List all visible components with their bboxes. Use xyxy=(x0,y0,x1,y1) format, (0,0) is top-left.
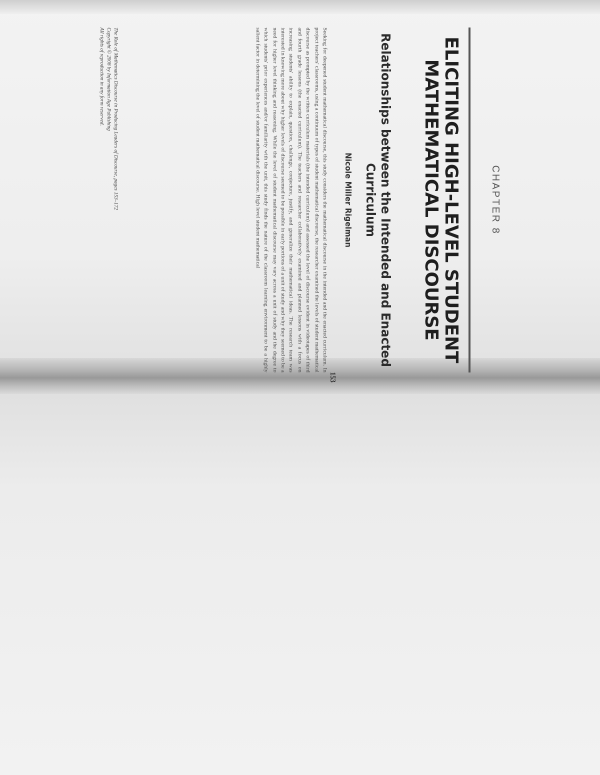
footnote-source: The Role of Mathematics Discourse in Producing Leaders of Discourse, pages 153–172 xyxy=(112,27,119,211)
copyright-footnote xyxy=(98,28,119,373)
chapter-author: Nicole Miller Rigelman xyxy=(343,152,353,248)
scan-facing-page xyxy=(0,394,600,775)
rotated-chapter-page xyxy=(91,27,511,383)
footnote-rights: All rights of reproduction in any form reserved. xyxy=(98,27,105,126)
chapter-label: CHAPTER 8 xyxy=(489,165,501,235)
footnote-copyright: Copyright © 2008 by Information Age Publishing xyxy=(105,27,112,131)
page-number: 153 xyxy=(328,372,337,383)
chapter-abstract: Seeking for deepened student mathematical discourse, this study considers the mathematical discourse in the intended and the enacted curriculum. In project teachers' classrooms, using a continuum of types of student mathematical discourse, the researcher examined the levels of student mathematical discourse as prompted by the written curriculum materials (the intended curriculum) and assessed the level of discourse evident in videotapes of third and fourth grade lessons (the enacted curriculum). The teachers and researcher collaboratively examined and planned lessons with a focus on increasing students' ability to explain, question, challenge, conjecture, justify, and generalize their mathematical ideas. The research team was interested in knowing more about why higher levels of discourse seemed to be possible in early portions of a unit of study and why they seemed to be a need for higher level thinking and reasoning. While the level of student mathematical discourse may vary across a unit of study and the degree to which students' prior experiences and/or familiarity with the unit, this study finds the nature of the classroom learning environment to be a highly salient factor in determining the level of student mathematical discourse. High level student mathematical xyxy=(254,27,328,373)
scan-top-edge xyxy=(0,0,600,14)
chapter-subtitle: Relationships between the Intended and Enacted Curriculum xyxy=(363,33,393,367)
chapter-rule xyxy=(469,28,471,373)
chapter-title: ELICITING HIGH-LEVEL STUDENT MATHEMATICAL DISCOURSE xyxy=(420,36,462,364)
